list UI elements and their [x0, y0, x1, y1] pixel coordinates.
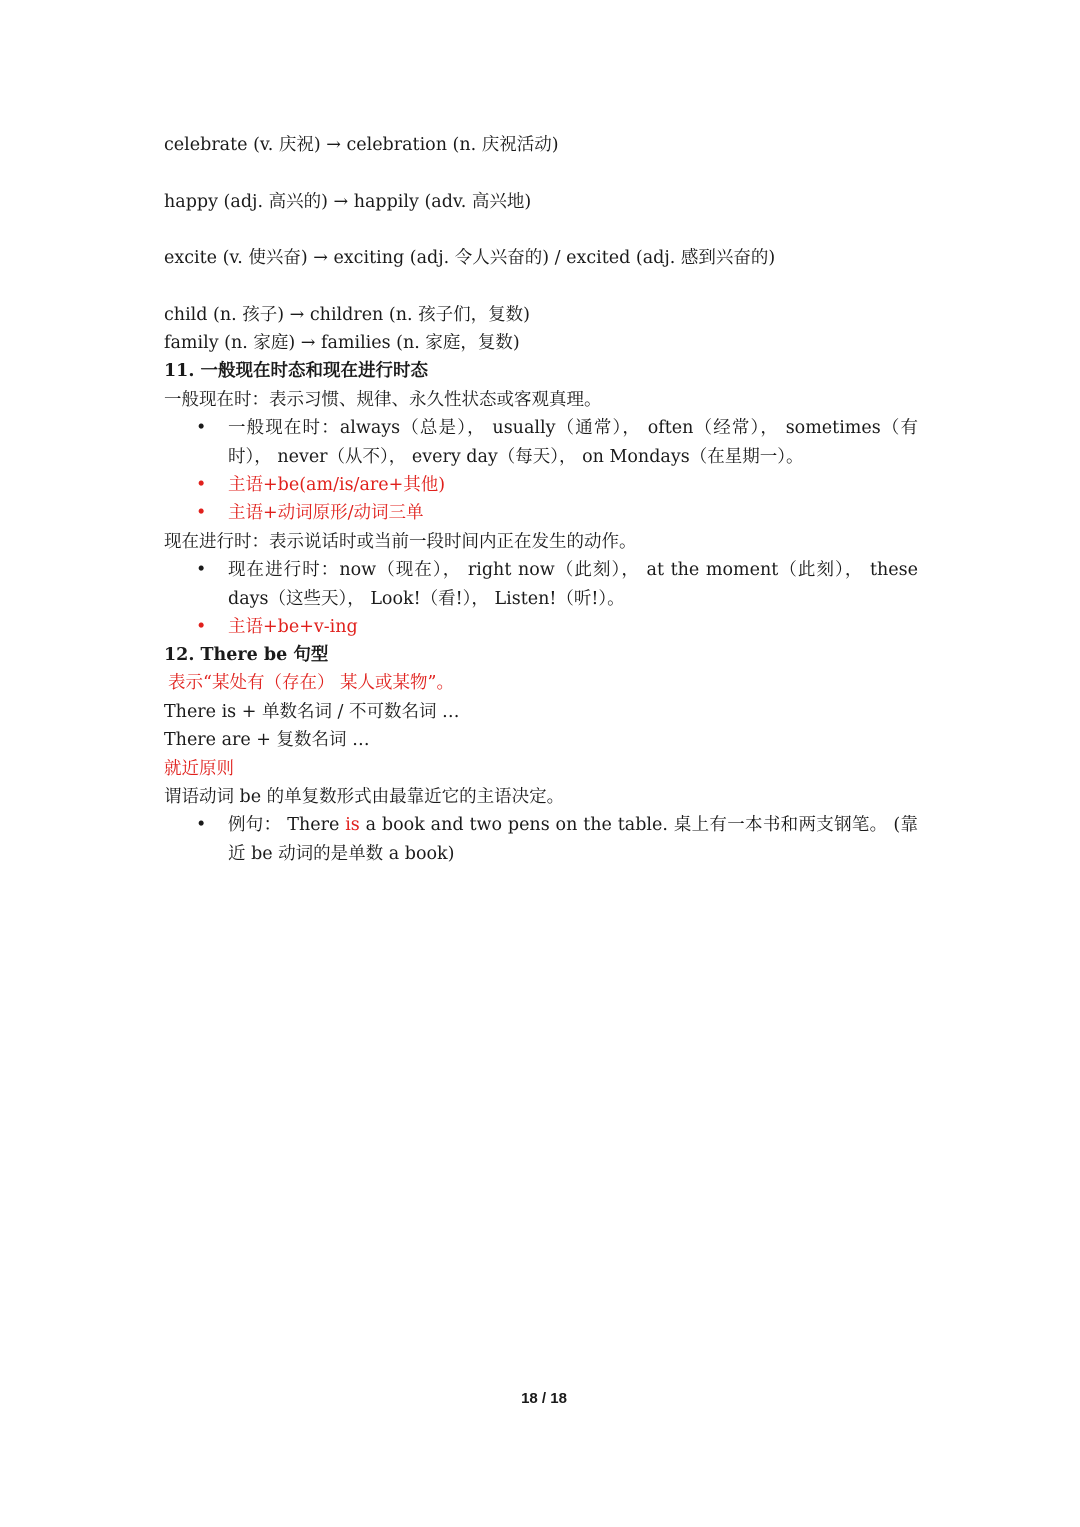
simple-present-form-verb: 主语+动词原形/动词三单 [228, 503, 424, 523]
vocab-line-family: family (n. 家庭) → families (n. 家庭，复数) [164, 333, 520, 353]
vocab-line-celebrate: celebrate (v. 庆祝) → celebration (n. 庆祝活动) [164, 135, 559, 155]
simple-present-signal-words: 一般现在时：always（总是）， usually（通常）， often（经常）， sometimes（有时）， never（从不）， every day（每天）， on Mondays（在星期一）。 [228, 418, 918, 467]
present-continuous-form: 主语+be+v-ing [228, 617, 358, 637]
page-number: 18 / 18 [521, 1390, 567, 1407]
vocab-line-child: child (n. 孩子) → children (n. 孩子们，复数) [164, 305, 530, 325]
vocab-line-excite: excite (v. 使兴奋) → exciting (adj. 令人兴奋的) / excited (adj. 感到兴奋的) [164, 248, 776, 268]
present-continuous-definition: 现在进行时：表示说话时或当前一段时间内正在发生的动作。 [164, 532, 637, 552]
bullet-dot: • [196, 475, 207, 495]
vocab-line-happy: happy (adj. 高兴的) → happily (adv. 高兴地) [164, 192, 532, 212]
there-is-rule: There is + 单数名词 / 不可数名词 … [164, 702, 460, 722]
proximity-principle-title: 就近原则 [164, 759, 234, 779]
present-continuous-signal-words: 现在进行时：now（现在）， right now（此刻）， at the moment（此刻）， these days（这些天）， Look!（看!）， Listen!（听!）。 [228, 560, 918, 609]
there-are-rule: There are + 复数名词 … [164, 730, 370, 750]
bullet-dot: • [196, 418, 207, 438]
simple-present-definition: 一般现在时：表示习惯、规律、永久性状态或客观真理。 [164, 390, 602, 410]
section-12-heading: 12. There be 句型 [164, 645, 329, 665]
bullet-dot: • [196, 503, 207, 523]
there-be-meaning: 表示“某处有（存在） 某人或某物”。 [168, 673, 454, 693]
section-11-heading: 11. 一般现在时态和现在进行时态 [164, 361, 429, 381]
example-rest: a book and two pens on the table. 桌上有一本书和两支钢笔。 (靠近 be 动词的是单数 a book) [228, 815, 918, 864]
simple-present-form-be: 主语+be(am/is/are+其他) [228, 475, 446, 495]
example-prefix: 例句： There [228, 815, 346, 835]
example-sentence [228, 811, 918, 868]
bullet-dot: • [196, 815, 207, 835]
proximity-principle-description: 谓语动词 be 的单复数形式由最靠近它的主语决定。 [164, 787, 565, 807]
bullet-dot: • [196, 617, 207, 637]
bullet-dot: • [196, 560, 207, 580]
example-highlight-verb: is [345, 815, 360, 835]
